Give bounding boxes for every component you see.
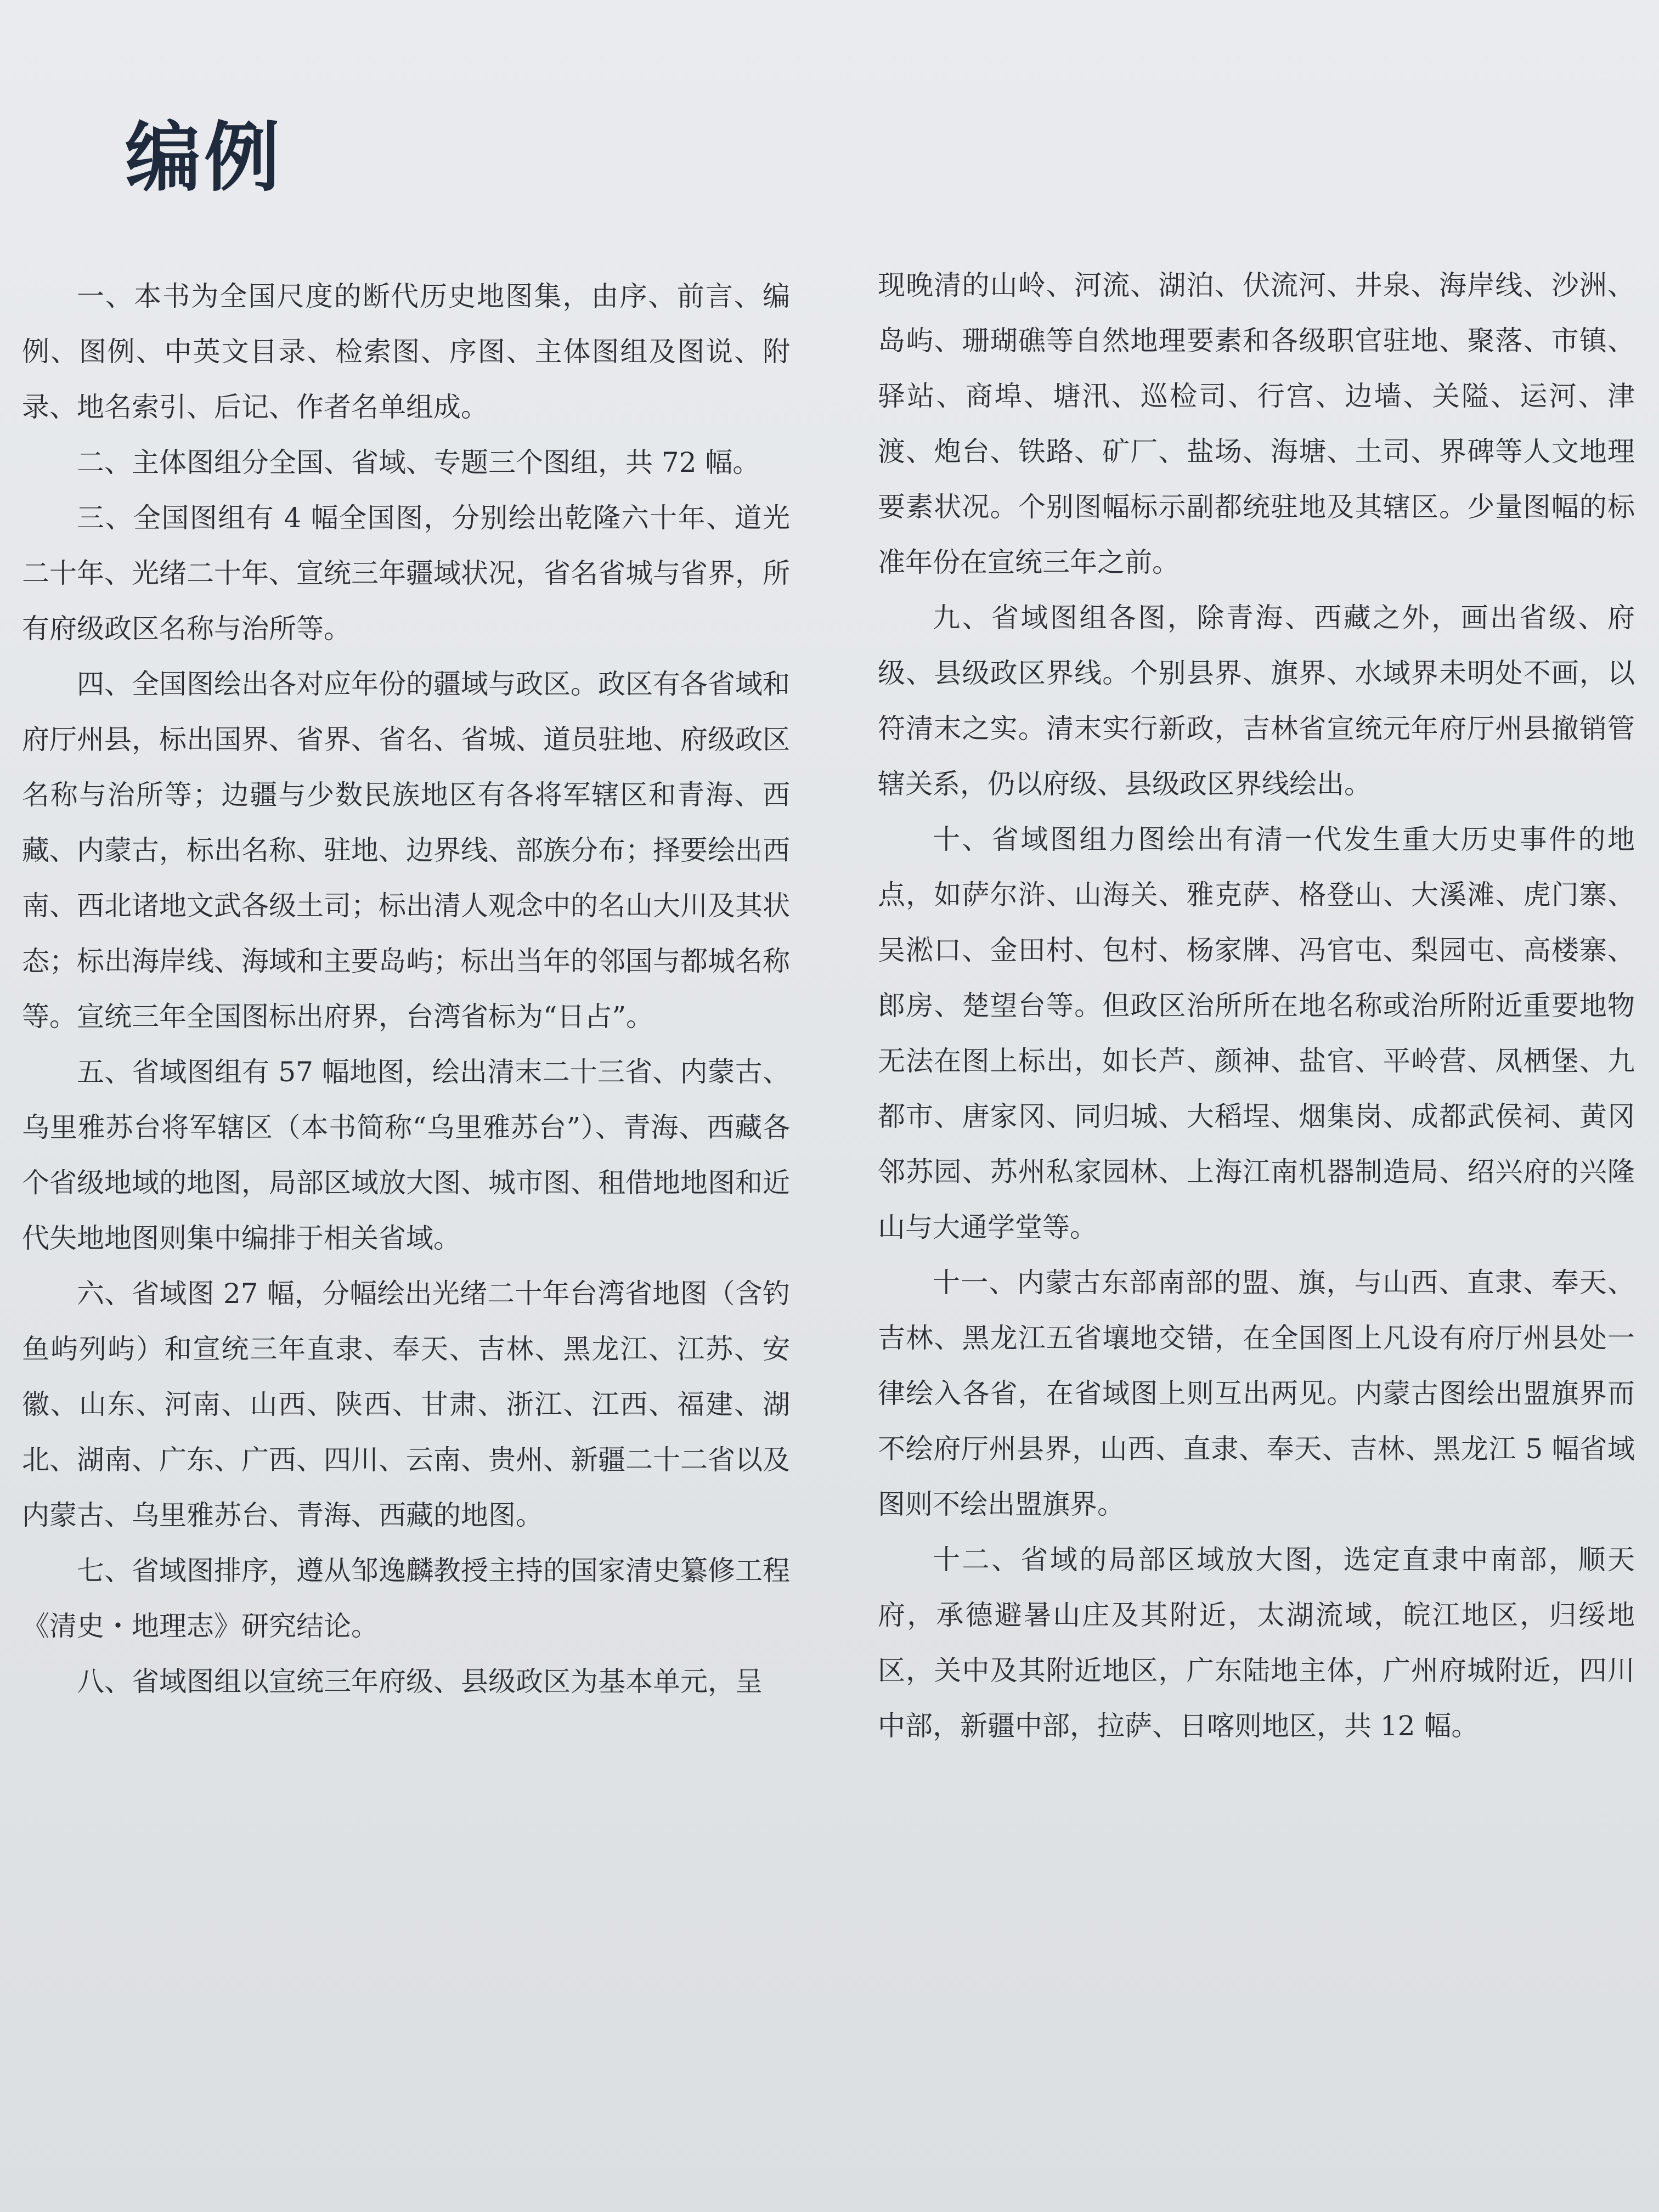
paragraph-5: 五、省域图组有 57 幅地图，绘出清末二十三省、内蒙古、乌里雅苏台将军辖区（本书简称“乌里雅苏台”）、青海、西藏各个省级地域的地图，局部区域放大图、城市图、租借地地图和近代失地地图则集中编排于相关省域。	[22, 1056, 790, 1254]
paragraph-10: 十、省域图组力图绘出有清一代发生重大历史事件的地点，如萨尔浒、山海关、雅克萨、格登山、大溪滩、虎门寨、吴淞口、金田村、包村、杨家牌、冯官屯、梨园屯、高楼寨、郎房、楚望台等。但政区治所所在地名称或治所附近重要地物无法在图上标出，如长芦、颜神、盐官、平岭营、凤栖堡、九都市、唐家冈、同归城、大稻埕、烟集岗、成都武侯祠、黄冈邻苏园、苏州私家园林、上海江南机器制造局、绍兴府的兴隆山与大通学堂等。	[878, 823, 1635, 1243]
right-column	[878, 258, 1635, 1754]
paragraph-4: 四、全国图绘出各对应年份的疆域与政区。政区有各省域和府厅州县，标出国界、省界、省名、省城、道员驻地、府级政区名称与治所等；边疆与少数民族地区有各将军辖区和青海、西藏、内蒙古，标出名称、驻地、边界线、部族分布；择要绘出西南、西北诸地文武各级土司；标出清人观念中的名山大川及其状态；标出海岸线、海域和主要岛屿；标出当年的邻国与都城名称等。宣统三年全国图标出府界，台湾省标为“日占”。	[22, 668, 790, 1032]
paragraph-2: 二、主体图组分全国、省域、专题三个图组，共 72 幅。	[77, 447, 760, 478]
paragraph-9: 九、省域图组各图，除青海、西藏之外，画出省级、府级、县级政区界线。个别县界、旗界、水域界未明处不画，以符清末之实。清末实行新政，吉林省宣统元年府厅州县撤销管辖关系，仍以府级、县级政区界线绘出。	[878, 602, 1635, 800]
paragraph-7: 七、省域图排序，遵从邹逸麟教授主持的国家清史纂修工程《清史・地理志》研究结论。	[22, 1555, 790, 1642]
paragraph-1: 一、本书为全国尺度的断代历史地图集，由序、前言、编例、图例、中英文目录、检索图、序图、主体图组及图说、附录、地名索引、后记、作者名单组成。	[22, 280, 790, 423]
paragraph-11: 十一、内蒙古东部南部的盟、旗，与山西、直隶、奉天、吉林、黑龙江五省壤地交错，在全国图上凡设有府厅州县处一律绘入各省，在省域图上则互出两见。内蒙古图绘出盟旗界而不绘府厅州县界，山西、直隶、奉天、吉林、黑龙江 5 幅省域图则不绘出盟旗界。	[878, 1267, 1635, 1520]
paragraph-12: 十二、省域的局部区域放大图，选定直隶中南部，顺天府，承德避暑山庄及其附近，太湖流域，皖江地区，归绥地区，关中及其附近地区，广东陆地主体，广州府城附近，四川中部，新疆中部，拉萨、日喀则地区，共 12 幅。	[878, 1544, 1635, 1742]
paragraph-6: 六、省域图 27 幅，分幅绘出光绪二十年台湾省地图（含钓鱼屿列屿）和宣统三年直隶、奉天、吉林、黑龙江、江苏、安徽、山东、河南、山西、陕西、甘肃、浙江、江西、福建、湖北、湖南、广东、广西、四川、云南、贵州、新疆二十二省以及内蒙古、乌里雅苏台、青海、西藏的地图。	[22, 1278, 790, 1531]
left-column	[22, 269, 790, 1709]
paragraph-3: 三、全国图组有 4 幅全国图，分别绘出乾隆六十年、道光二十年、光绪二十年、宣统三年疆域状况，省名省城与省界，所有府级政区名称与治所等。	[22, 502, 790, 645]
paragraph-8-start: 八、省域图组以宣统三年府级、县级政区为基本单元，呈	[77, 1666, 763, 1697]
page-title: 编例	[125, 112, 284, 202]
paragraph-8-continued: 现晚清的山岭、河流、湖泊、伏流河、井泉、海岸线、沙洲、岛屿、珊瑚礁等自然地理要素和各级职官驻地、聚落、市镇、驿站、商埠、塘汛、巡检司、行宫、边墙、关隘、运河、津渡、炮台、铁路、矿厂、盐场、海塘、土司、界碑等人文地理要素状况。个别图幅标示副都统驻地及其辖区。少量图幅的标准年份在宣统三年之前。	[878, 269, 1635, 578]
